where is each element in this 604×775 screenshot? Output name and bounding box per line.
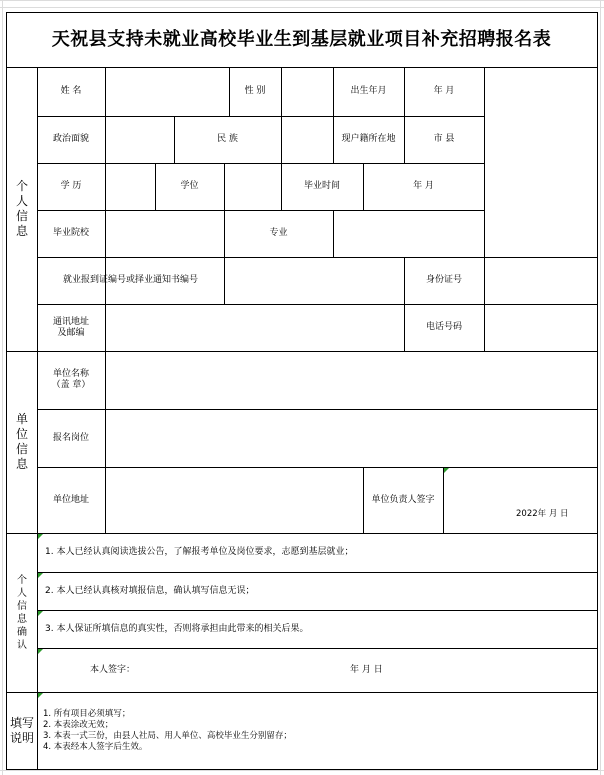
cell-marker: [38, 611, 43, 616]
address-field[interactable]: [106, 305, 404, 351]
unit-sign-label: 单位负责人签字: [371, 494, 435, 505]
unit-sign-date[interactable]: 2022年 月 日: [516, 509, 569, 519]
politics-label: 政治面貌: [52, 134, 89, 144]
degree-label: 学位: [180, 181, 199, 191]
major-field[interactable]: [334, 211, 484, 257]
id-number-label: 身份证号: [425, 275, 462, 285]
birth-label: 出生年月: [350, 86, 387, 96]
note-item: 1. 所有项目必须填写；: [43, 709, 131, 719]
major-label: 专业: [269, 228, 288, 238]
education-label: 学 历: [60, 181, 82, 191]
self-sign-label: 本人签字：: [90, 665, 136, 675]
employment-number-label: 就业报到证编号或择业通知书编号: [62, 275, 198, 285]
cell-marker: [444, 468, 449, 473]
graduation-label: 毕业时间: [303, 181, 340, 191]
school-field[interactable]: [106, 211, 224, 257]
unit-address-field[interactable]: [106, 468, 363, 533]
id-number-field[interactable]: [485, 258, 597, 304]
photo-field[interactable]: [485, 68, 597, 257]
cell-marker: [38, 534, 43, 539]
degree-field[interactable]: [225, 164, 281, 210]
school-label: 毕业院校: [52, 228, 89, 238]
politics-field[interactable]: [106, 117, 174, 163]
cell-marker: [38, 573, 43, 578]
birth-field[interactable]: 年 月: [433, 86, 455, 96]
address-label: 通讯地址 及邮编: [52, 316, 89, 338]
confirm-item-3: 3. 本人保证所填信息的真实性，否则将承担由此带来的相关后果。: [45, 623, 309, 634]
graduation-field[interactable]: 年 月: [413, 181, 434, 191]
section-label-unit: 单 位 信 息: [15, 412, 28, 471]
form-title: 天祝县支持未就业高校毕业生到基层就业项目补充招聘报名表: [51, 29, 552, 50]
phone-label: 电话号码: [425, 322, 462, 332]
gender-field[interactable]: [282, 68, 333, 116]
confirm-item-2: 2. 本人已经认真核对填报信息，确认填写信息无误；: [45, 585, 255, 596]
note-item: 2. 本表涂改无效；: [43, 720, 114, 730]
name-label: 姓 名: [60, 86, 82, 96]
cell-marker: [38, 693, 43, 698]
section-label-notes: 填写 说明: [9, 715, 34, 745]
hukou-field[interactable]: 市 县: [433, 134, 455, 144]
confirm-item-1: 1. 本人已经认真阅读选拔公告，了解报考单位及岗位要求，志愿到基层就业；: [45, 547, 354, 557]
unit-address-label: 单位地址: [52, 494, 89, 505]
employment-number-field[interactable]: [225, 258, 404, 304]
position-field[interactable]: [106, 410, 597, 467]
self-sign-field[interactable]: [144, 658, 324, 680]
phone-field[interactable]: [485, 305, 597, 351]
unit-name-label: 单位名称 （盖 章）: [51, 369, 91, 390]
cell-marker: [38, 649, 43, 654]
education-field[interactable]: [106, 164, 155, 210]
section-label-confirm: 个 人 信 息 确 认: [17, 574, 27, 651]
note-item: 3. 本表一式三份，由县人社局、用人单位、高校毕业生分别留存；: [43, 731, 292, 741]
note-item: 4. 本表经本人签字后生效。: [43, 742, 148, 752]
gender-label: 性 别: [244, 86, 266, 96]
ethnicity-field[interactable]: [282, 117, 333, 163]
name-field[interactable]: [106, 68, 229, 116]
notes-list: [43, 709, 292, 753]
section-label-personal: 个 人 信 息: [15, 179, 28, 238]
self-sign-date[interactable]: 年 月 日: [350, 665, 383, 675]
hukou-label: 现户籍所在地: [341, 134, 396, 144]
position-label: 报名岗位: [52, 432, 89, 443]
unit-name-field[interactable]: [106, 352, 597, 409]
ethnicity-label: 民 族: [217, 134, 238, 144]
